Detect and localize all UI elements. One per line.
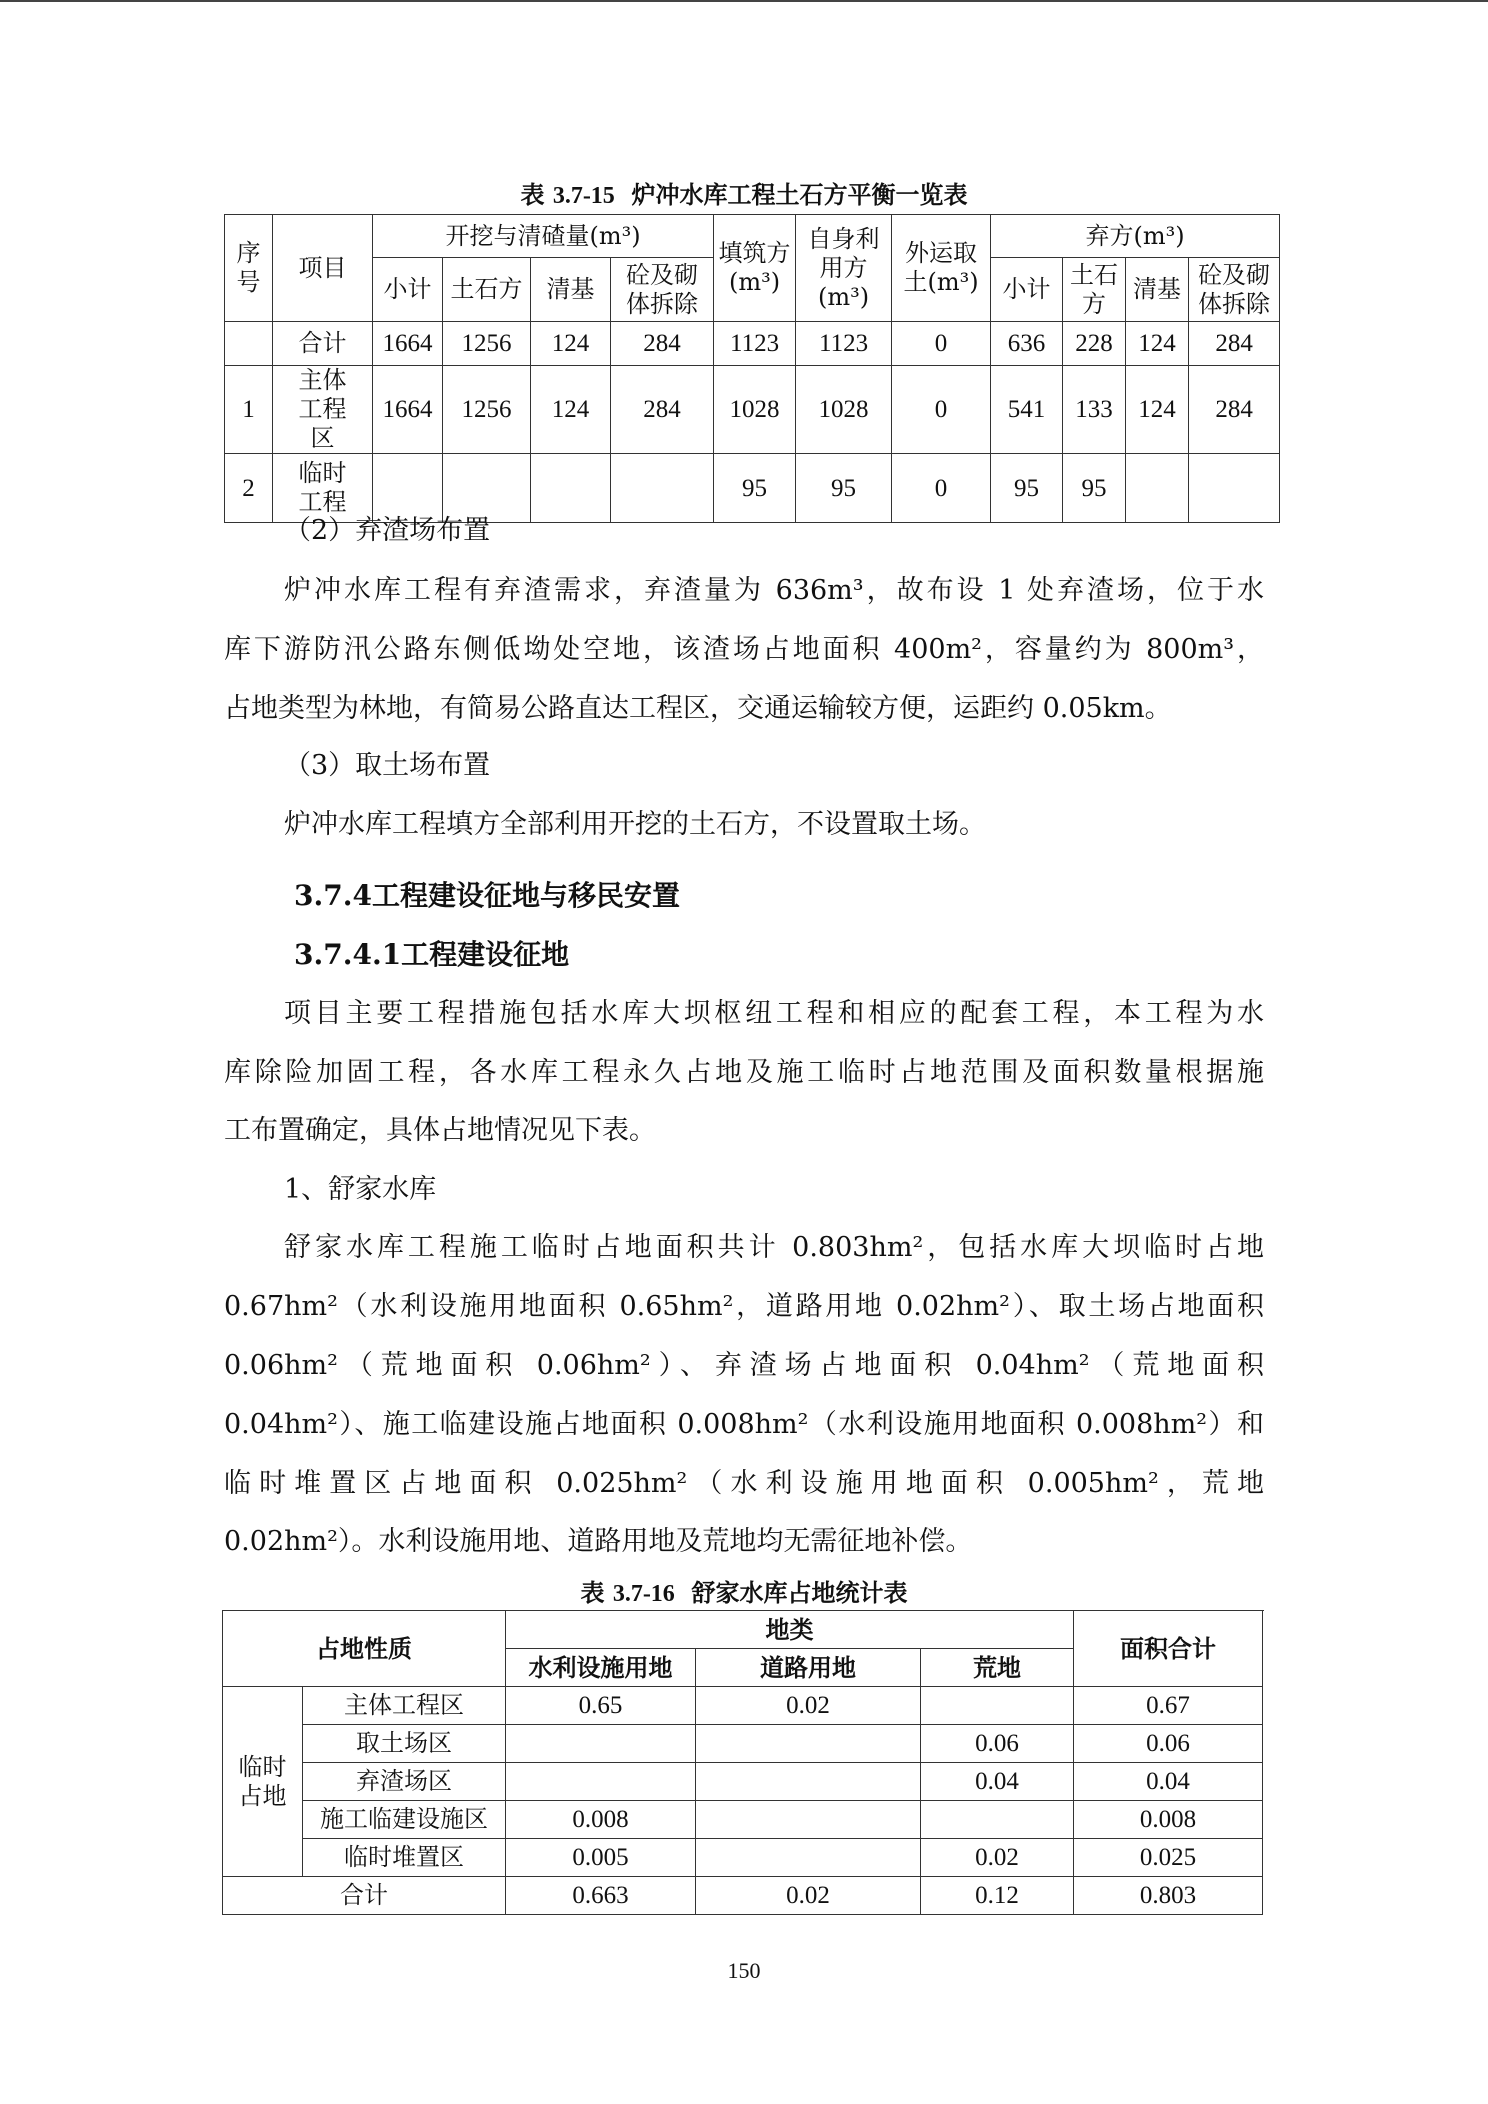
cell-w-concrete: 284	[1189, 366, 1280, 454]
cell-ex-clear: 124	[531, 322, 611, 366]
cell-w-clear: 124	[1126, 322, 1189, 366]
cell-item: 主体工程区	[273, 366, 373, 454]
table-row	[223, 1763, 1263, 1801]
section2-line: 占地类型为林地，有简易公路直达工程区，交通运输较方便，运距约 0.05km。	[224, 693, 1172, 724]
cell-wasteland	[921, 1801, 1074, 1839]
cell-ex-earth	[443, 454, 531, 523]
cell-road: 0.02	[696, 1877, 921, 1915]
cell-seq: 1	[225, 366, 273, 454]
header-excavation: 开挖与清碴量(m³)	[373, 215, 714, 258]
subheader-earth-rock: 土石方	[443, 258, 531, 322]
cell-w-earth: 95	[1063, 454, 1126, 523]
cell-water: 0.663	[506, 1877, 696, 1915]
cell-item: 合计	[273, 322, 373, 366]
cell-zone: 弃渣场区	[303, 1763, 506, 1801]
table-header-row	[223, 1611, 1263, 1649]
intro-line: 库除险加固工程，各水库工程永久占地及施工临时占地范围及面积数量根据施	[224, 1057, 1264, 1088]
page-number: 150	[727, 1958, 761, 1983]
cell-import: 0	[892, 366, 991, 454]
subheader-waste-earth-rock: 土石方	[1063, 258, 1126, 322]
header-road: 道路用地	[696, 1649, 921, 1687]
header-nature: 占地性质	[223, 1611, 506, 1687]
cell-zone: 临时堆置区	[303, 1839, 506, 1877]
cell-ex-concrete: 284	[611, 322, 714, 366]
table-sum-row	[223, 1877, 1263, 1915]
subheader-waste-clear-base: 清基	[1126, 258, 1189, 322]
header-water-facility: 水利设施用地	[506, 1649, 696, 1687]
section2-line: 库下游防汛公路东侧低坳处空地，该渣场占地面积 400m²，容量约为 800m³，	[224, 634, 1264, 665]
group-label: 临时占地	[223, 1687, 303, 1877]
cell-w-concrete	[1189, 454, 1280, 523]
caption-prefix: 表	[580, 1578, 605, 1607]
cell-water: 0.65	[506, 1687, 696, 1725]
cell-w-subtotal: 541	[991, 366, 1063, 454]
cell-ex-subtotal: 1664	[373, 322, 443, 366]
cell-road: 0.02	[696, 1687, 921, 1725]
table-row	[223, 1839, 1263, 1877]
intro-line: 项目主要工程措施包括水库大坝枢纽工程和相应的配套工程，本工程为水	[284, 998, 1264, 1029]
shujia-line: 0.02hm²）。水利设施用地、道路用地及荒地均无需征地补偿。	[224, 1526, 973, 1557]
header-total: 面积合计	[1074, 1611, 1263, 1687]
land-occupation-table	[222, 1610, 1263, 1915]
cell-total: 0.67	[1074, 1687, 1263, 1725]
page-top-rule	[0, 0, 1488, 2]
cell-wasteland: 0.04	[921, 1763, 1074, 1801]
intro-line: 工布置确定，具体占地情况见下表。	[224, 1115, 656, 1146]
cell-zone: 取土场区	[303, 1725, 506, 1763]
cell-total: 0.06	[1074, 1725, 1263, 1763]
cell-fill: 1123	[714, 322, 796, 366]
cell-ex-subtotal	[373, 454, 443, 523]
subheader-waste-concrete-demo: 砼及砌体拆除	[1189, 258, 1280, 322]
cell-total: 0.025	[1074, 1839, 1263, 1877]
cell-self-use: 95	[796, 454, 892, 523]
cell-w-subtotal: 95	[991, 454, 1063, 523]
caption-number: 3.7-16	[612, 1581, 675, 1607]
cell-item: 临时工程	[273, 454, 373, 523]
table-row	[225, 322, 1280, 366]
cell-wasteland: 0.02	[921, 1839, 1074, 1877]
cell-ex-concrete	[611, 454, 714, 523]
cell-w-clear: 124	[1126, 366, 1189, 454]
table1-caption	[0, 180, 1488, 211]
cell-ex-subtotal: 1664	[373, 366, 443, 454]
subheader-subtotal: 小计	[373, 258, 443, 322]
cell-total: 0.04	[1074, 1763, 1263, 1801]
cell-water	[506, 1763, 696, 1801]
cell-self-use: 1028	[796, 366, 892, 454]
table-row	[225, 366, 1280, 454]
table-row	[225, 454, 1280, 523]
cell-self-use: 1123	[796, 322, 892, 366]
cell-w-clear	[1126, 454, 1189, 523]
cell-zone: 施工临建设施区	[303, 1801, 506, 1839]
header-self-use: 自身利用方(m³)	[796, 215, 892, 322]
section3-line: 炉冲水库工程填方全部利用开挖的土石方，不设置取土场。	[284, 809, 986, 840]
table-row	[223, 1725, 1263, 1763]
section2-heading: （2）弃渣场布置	[284, 515, 491, 546]
header-import: 外运取土(m³)	[892, 215, 991, 322]
table-row	[223, 1687, 1263, 1725]
earthwork-balance-table	[224, 214, 1280, 523]
section3-heading: （3）取土场布置	[284, 750, 491, 781]
subheading-shujia: 1、舒家水库	[284, 1174, 437, 1205]
cell-seq	[225, 322, 273, 366]
header-fill: 填筑方(m³)	[714, 215, 796, 322]
cell-road	[696, 1725, 921, 1763]
subheader-waste-subtotal: 小计	[991, 258, 1063, 322]
section2-line: 炉冲水库工程有弃渣需求，弃渣量为 636m³，故布设 1 处弃渣场，位于水	[284, 575, 1264, 606]
shujia-line: 0.04hm²）、施工临建设施占地面积 0.008hm²（水利设施用地面积 0.008hm²）和	[224, 1409, 1264, 1440]
cell-seq: 2	[225, 454, 273, 523]
cell-water	[506, 1725, 696, 1763]
cell-road	[696, 1839, 921, 1877]
subheader-concrete-demo: 砼及砌体拆除	[611, 258, 714, 322]
cell-fill: 1028	[714, 366, 796, 454]
cell-wasteland	[921, 1687, 1074, 1725]
header-seq: 序号	[225, 215, 273, 322]
cell-ex-clear	[531, 454, 611, 523]
cell-total: 0.008	[1074, 1801, 1263, 1839]
cell-import: 0	[892, 454, 991, 523]
shujia-line: 0.67hm²（水利设施用地面积 0.65hm²，道路用地 0.02hm²）、取土场占地面积	[224, 1291, 1264, 1322]
shujia-line: 临时堆置区占地面积 0.025hm²（水利设施用地面积 0.005hm²，荒地	[224, 1468, 1264, 1499]
cell-fill: 95	[714, 454, 796, 523]
cell-ex-concrete: 284	[611, 366, 714, 454]
header-land-type: 地类	[506, 1611, 1074, 1649]
shujia-line: 舒家水库工程施工临时占地面积共计 0.803hm²，包括水库大坝临时占地	[284, 1232, 1264, 1263]
cell-water: 0.008	[506, 1801, 696, 1839]
cell-ex-clear: 124	[531, 366, 611, 454]
caption-prefix: 表	[520, 180, 545, 209]
table-header-row	[225, 215, 1280, 258]
cell-wasteland: 0.06	[921, 1725, 1074, 1763]
caption-title: 舒家水库占地统计表	[691, 1578, 908, 1607]
cell-w-concrete: 284	[1189, 322, 1280, 366]
table-row	[223, 1801, 1263, 1839]
cell-sum-label: 合计	[223, 1877, 506, 1915]
cell-w-earth: 133	[1063, 366, 1126, 454]
cell-road	[696, 1763, 921, 1801]
heading-3-7-4: 3.7.4工程建设征地与移民安置	[294, 879, 680, 912]
cell-water: 0.005	[506, 1839, 696, 1877]
subheader-clear-base: 清基	[531, 258, 611, 322]
cell-total: 0.803	[1074, 1877, 1263, 1915]
header-wasteland: 荒地	[921, 1649, 1074, 1687]
caption-title: 炉冲水库工程土石方平衡一览表	[631, 180, 968, 209]
cell-w-subtotal: 636	[991, 322, 1063, 366]
header-waste: 弃方(m³)	[991, 215, 1280, 258]
cell-ex-earth: 1256	[443, 366, 531, 454]
heading-3-7-4-1: 3.7.4.1工程建设征地	[294, 938, 570, 971]
cell-road	[696, 1801, 921, 1839]
caption-number: 3.7-15	[552, 183, 615, 209]
cell-import: 0	[892, 322, 991, 366]
cell-wasteland: 0.12	[921, 1877, 1074, 1915]
cell-zone: 主体工程区	[303, 1687, 506, 1725]
cell-w-earth: 228	[1063, 322, 1126, 366]
header-item: 项目	[273, 215, 373, 322]
cell-ex-earth: 1256	[443, 322, 531, 366]
table2-caption	[0, 1578, 1488, 1609]
shujia-line: 0.06hm²（荒地面积 0.06hm²）、弃渣场占地面积 0.04hm²（荒地面积	[224, 1350, 1264, 1381]
